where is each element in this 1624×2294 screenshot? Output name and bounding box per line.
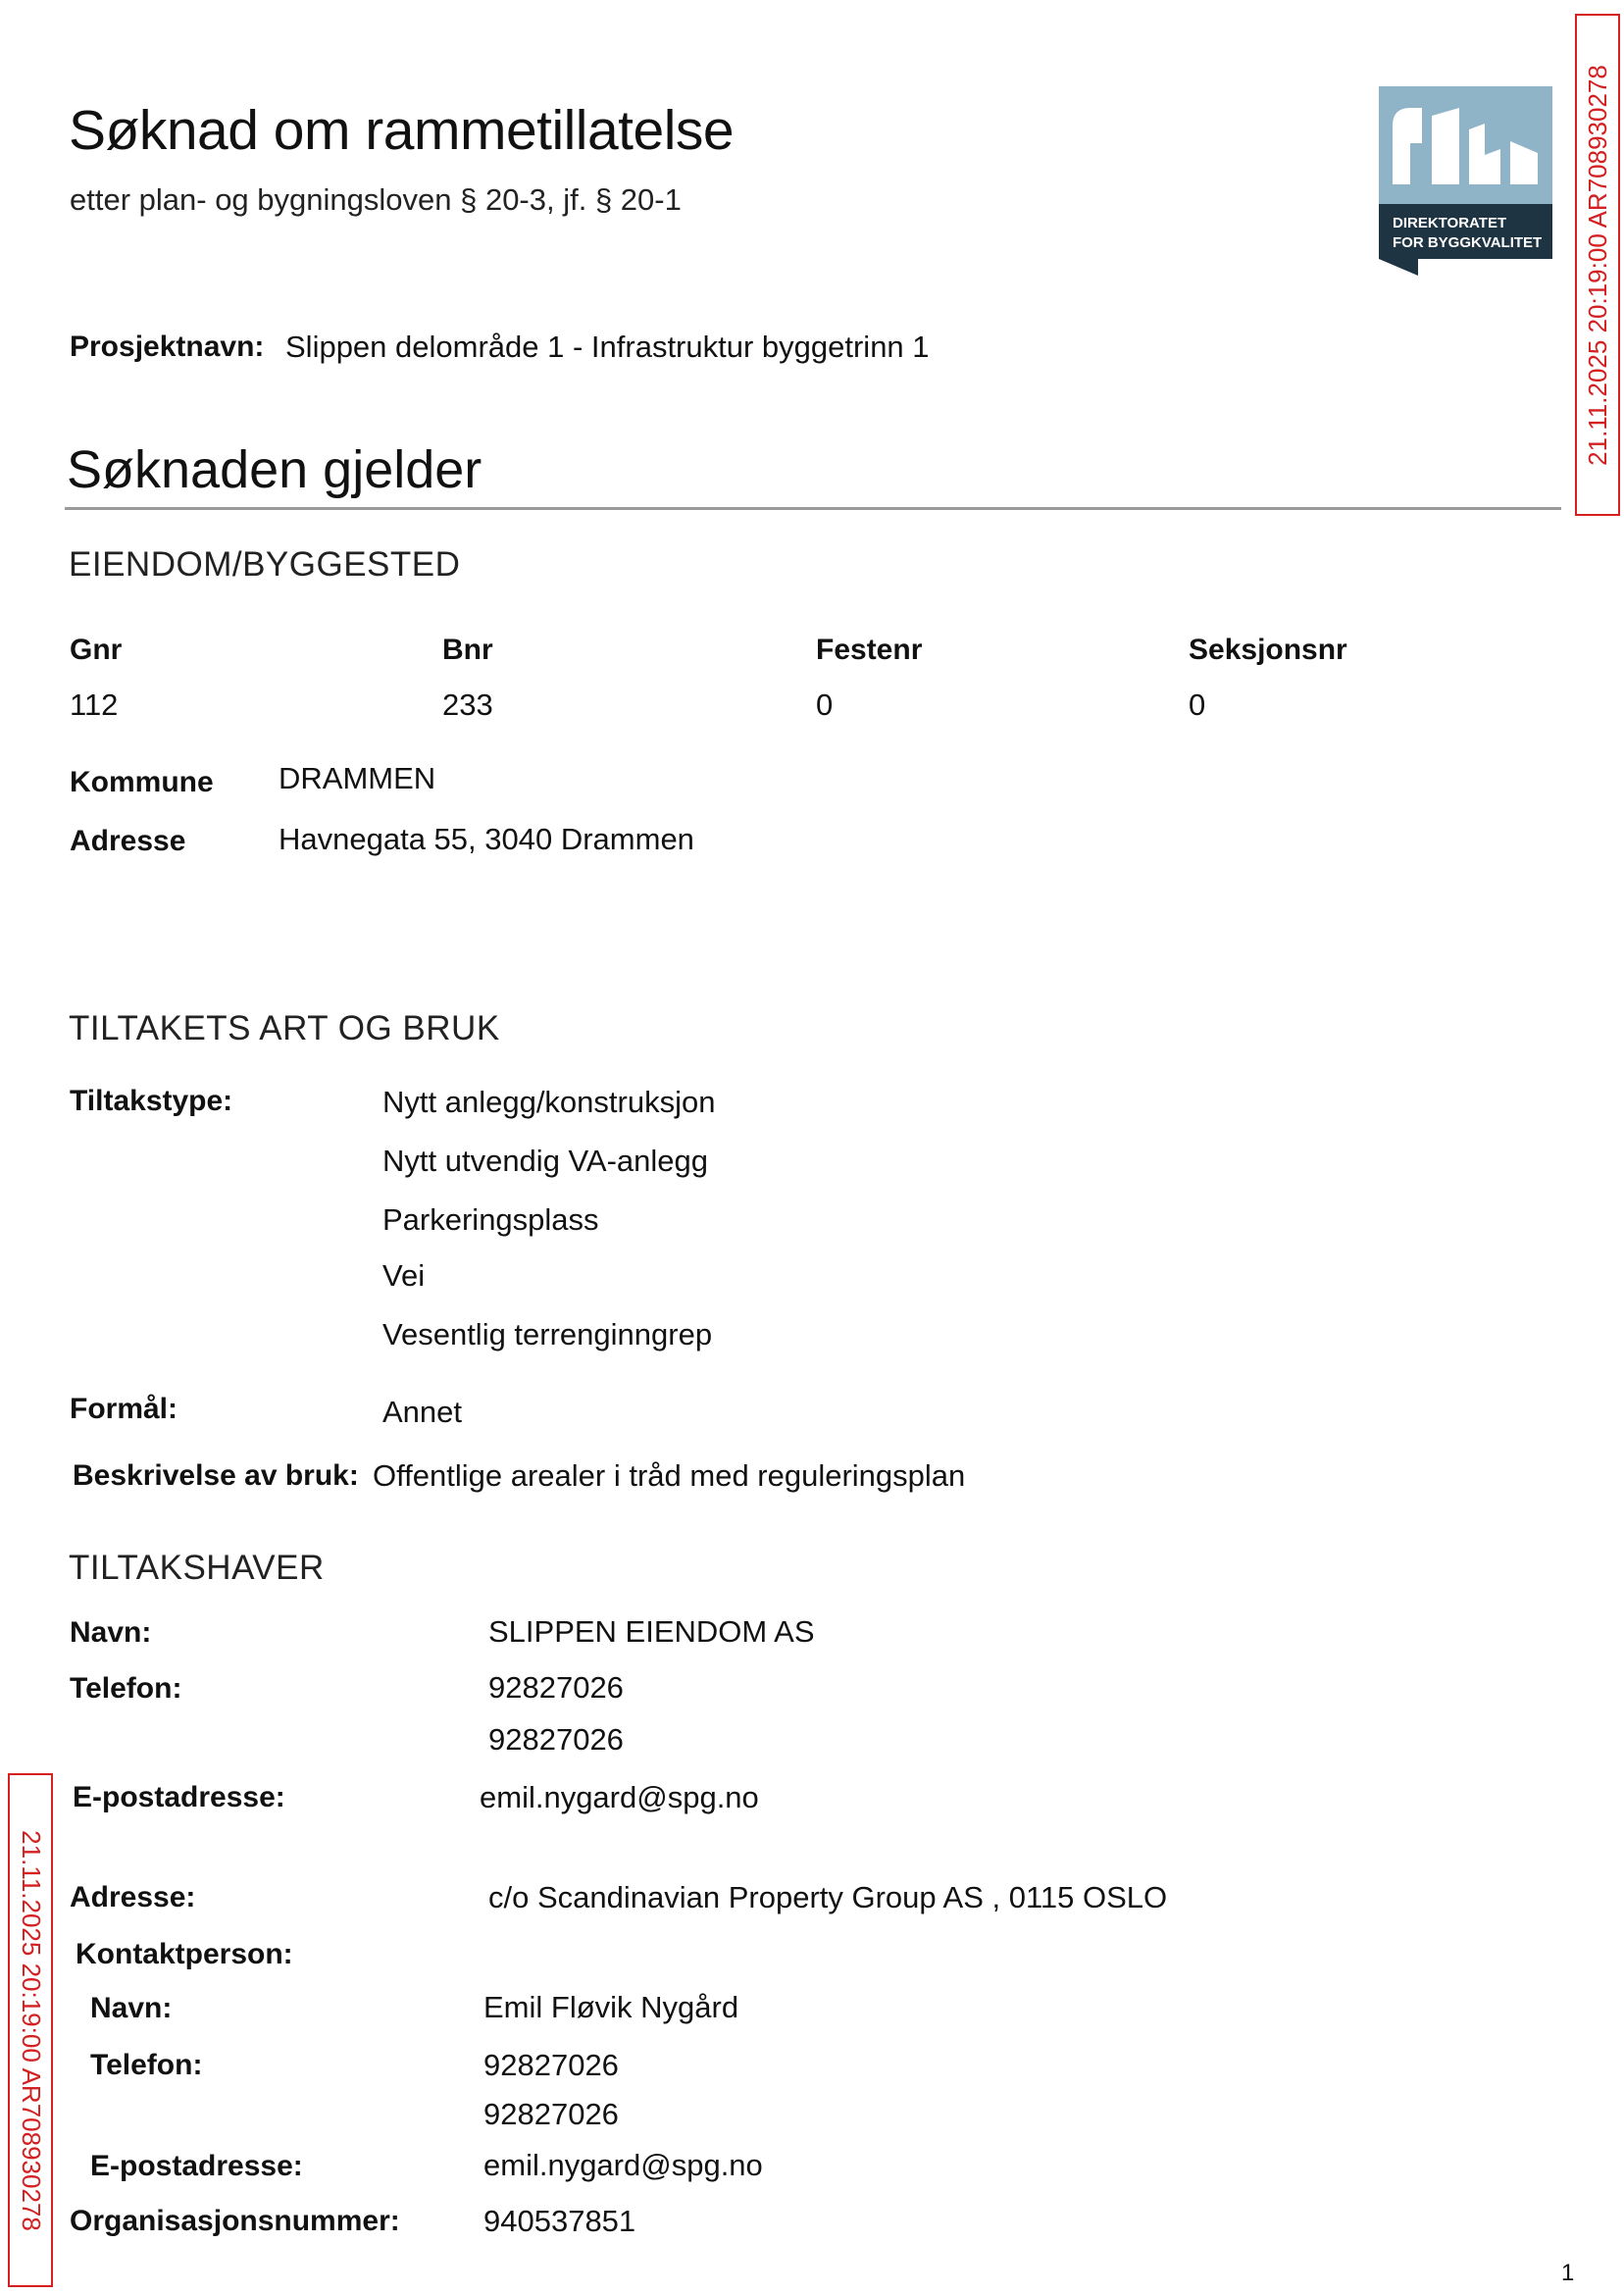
bruk-value: Offentlige arealer i tråd med reguleringsplan — [373, 1458, 966, 1493]
adresse-label: Adresse — [70, 825, 186, 857]
kommune-label: Kommune — [70, 766, 214, 798]
bnr-value: 233 — [442, 688, 493, 722]
timestamp-stamp-left — [8, 1773, 53, 2287]
navn-value: SLIPPEN EIENDOM AS — [488, 1614, 815, 1649]
formal-label: Formål: — [70, 1393, 178, 1425]
tiltakshaver-adresse-value: c/o Scandinavian Property Group AS , 0115 OSLO — [488, 1880, 1168, 1914]
tiltakshaver-adresse-label: Adresse: — [70, 1881, 196, 1913]
section-divider — [65, 507, 1561, 510]
telefon-value: 92827026 — [488, 1670, 624, 1705]
bruk-label: Beskrivelse av bruk: — [73, 1459, 359, 1492]
tiltakshaver-heading: TILTAKSHAVER — [69, 1549, 325, 1587]
gnr-label: Gnr — [70, 634, 123, 666]
kontakt-telefon-value: 92827026 — [483, 2048, 619, 2082]
festenr-value: 0 — [816, 688, 834, 722]
page-number: 1 — [1561, 2260, 1575, 2286]
section-title: Søknaden gjelder — [67, 440, 482, 499]
stamp-text: 21.11.2025 20:19:00 AR708930278 — [1582, 64, 1612, 466]
kommune-value: DRAMMEN — [279, 761, 436, 795]
property-heading: EIENDOM/BYGGESTED — [69, 545, 461, 584]
seksjonsnr-value: 0 — [1189, 688, 1206, 722]
timestamp-stamp-right — [1575, 14, 1620, 516]
logo-text-line1: DIREKTORATET — [1393, 215, 1507, 231]
tiltakstype-item: Parkeringsplass — [382, 1202, 599, 1237]
stamp-text: 21.11.2025 20:19:00 AR708930278 — [16, 1829, 46, 2231]
epost-value: emil.nygard@spg.no — [480, 1780, 759, 1814]
document-subtitle: etter plan- og bygningsloven § 20-3, jf. § 20-1 — [70, 182, 682, 217]
festenr-label: Festenr — [816, 634, 923, 666]
kontaktperson-label: Kontaktperson: — [76, 1938, 293, 1970]
kontakt-navn-value: Emil Fløvik Nygård — [483, 1990, 739, 2024]
dibk-logo — [1379, 86, 1552, 276]
adresse-value: Havnegata 55, 3040 Drammen — [279, 822, 694, 856]
tiltakstype-item: Nytt anlegg/konstruksjon — [382, 1085, 716, 1119]
telefon-label: Telefon: — [70, 1672, 182, 1705]
epost-label: E-postadresse: — [73, 1781, 285, 1813]
kontakt-epost-value: emil.nygard@spg.no — [483, 2148, 763, 2182]
telefon-value: 92827026 — [488, 1722, 624, 1757]
seksjonsnr-label: Seksjonsnr — [1189, 634, 1347, 666]
document-title: Søknad om rammetillatelse — [69, 99, 735, 162]
tiltakstype-item: Nytt utvendig VA-anlegg — [382, 1144, 709, 1178]
tiltakstype-item: Vei — [382, 1258, 426, 1293]
project-label: Prosjektnavn: — [70, 331, 265, 363]
tiltak-heading: TILTAKETS ART OG BRUK — [69, 1009, 500, 1047]
tiltakstype-item: Vesentlig terrenginngrep — [382, 1317, 713, 1351]
kontakt-navn-label: Navn: — [90, 1992, 173, 2024]
kontakt-epost-label: E-postadresse: — [90, 2150, 303, 2182]
bnr-label: Bnr — [442, 634, 493, 666]
org-value: 940537851 — [483, 2204, 636, 2238]
kontakt-telefon-value: 92827026 — [483, 2097, 619, 2131]
org-label: Organisasjonsnummer: — [70, 2205, 400, 2237]
project-value: Slippen delområde 1 - Infrastruktur byggetrinn 1 — [285, 330, 930, 364]
logo-text-line2: FOR BYGGKVALITET — [1393, 234, 1543, 251]
navn-label: Navn: — [70, 1616, 152, 1649]
gnr-value: 112 — [70, 688, 119, 722]
formal-value: Annet — [382, 1395, 463, 1429]
tiltakstype-label: Tiltakstype: — [70, 1085, 233, 1117]
kontakt-telefon-label: Telefon: — [90, 2049, 203, 2081]
